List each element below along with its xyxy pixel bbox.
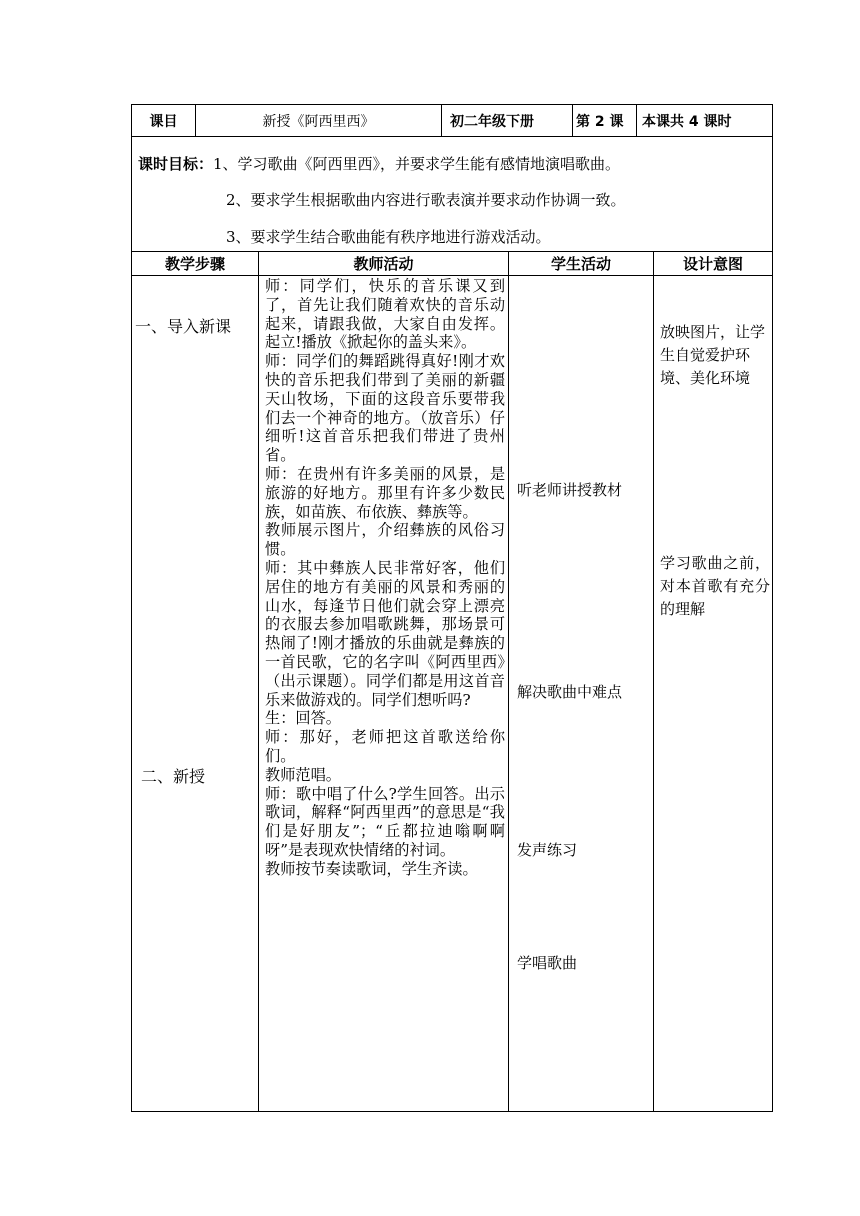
teacher-paragraph: 教师展示图片，介绍彝族的风俗习惯。 <box>265 521 505 559</box>
steps-cell <box>132 276 259 1112</box>
teacher-paragraph: 师：同学们，快乐的音乐课又到了，首先让我们随着欢快的音乐动起来，请跟我做，大家自由发挥。起立!播放《掀起你的盖头来》。 <box>265 277 505 352</box>
lesson-number: 第 2 课 <box>573 105 637 137</box>
intent-item: 学习歌曲之前，对本首歌有充分的理解 <box>660 554 770 618</box>
teacher-paragraph: 师：那好，老师把这首歌送给你们。 <box>265 728 505 765</box>
student-item: 听老师讲授教材 <box>517 481 623 499</box>
teacher-paragraph: 教师按节奏读歌词，学生齐读。 <box>265 859 478 878</box>
objective-item: 3、要求学生结合歌曲能有秩序地进行游戏活动。 <box>226 228 551 246</box>
lesson-title: 新授《阿西里西》 <box>196 105 442 137</box>
student-item: 学唱歌曲 <box>517 954 578 972</box>
column-header: 教学步骤 <box>132 252 259 276</box>
teacher-paragraph: 生：回答。 <box>265 709 341 728</box>
column-header: 教师活动 <box>259 252 509 276</box>
lesson-header-table <box>131 104 773 137</box>
column-header: 学生活动 <box>509 252 654 276</box>
column-header: 设计意图 <box>654 252 773 276</box>
student-item: 发声练习 <box>517 841 578 859</box>
lesson-objectives <box>131 135 773 251</box>
teacher-paragraph: 师：歌中唱了什么?学生回答。出示歌词，解释“阿西里西”的意思是“我们是好朋友”；“丘都拉迪嗡啊啊呀”是表现欢快情绪的衬词。 <box>265 784 505 859</box>
teaching-steps-table <box>131 251 773 1112</box>
intent-item: 放映图片，让学生自觉爱护环境、美化环境 <box>660 323 766 387</box>
teacher-paragraph: 师：在贵州有许多美丽的风景，是旅游的好地方。那里有许多少数民族，如苗族、布依族、彝族等。 <box>265 464 505 521</box>
grade-label: 初二年级下册 <box>442 105 573 137</box>
step-item: 二、新授 <box>141 767 206 786</box>
objective-item: 2、要求学生根据歌曲内容进行歌表演并要求动作协调一致。 <box>226 191 626 209</box>
design-intent-cell <box>654 276 773 1112</box>
teacher-paragraph: 师：同学们的舞蹈跳得真好!刚才欢快的音乐把我们带到了美丽的新疆天山牧场，下面的这段音乐要带我们去一个神奇的地方。（放音乐）仔细听!这首音乐把我们带进了贵州省。 <box>265 352 505 465</box>
step-item: 一、导入新课 <box>135 317 232 336</box>
teacher-paragraph: 师：其中彝族人民非常好客，他们居住的地方有美丽的风景和秀丽的山水，每逢节日他们就会穿上漂亮的衣服去参加唱歌跳舞，那场景可热闹了!刚才播放的乐曲就是彝族的一首民歌，它的名字叫《阿西里西》（出示课题）。同学们都是用这首音乐来做游戏的。同学们想听吗? <box>265 558 505 709</box>
student-item: 解决歌曲中难点 <box>517 683 623 701</box>
teacher-paragraph: 教师范唱。 <box>265 765 341 784</box>
teacher-activity-cell <box>259 276 509 1112</box>
total-hours: 本课共 4 课时 <box>637 105 773 137</box>
student-activity-cell <box>509 276 654 1112</box>
objectives-label: 课时目标： <box>138 155 214 173</box>
objective-item: 1、学习歌曲《阿西里西》，并要求学生能有感情地演唱歌曲。 <box>213 155 621 173</box>
subject-label: 课目 <box>132 105 196 137</box>
